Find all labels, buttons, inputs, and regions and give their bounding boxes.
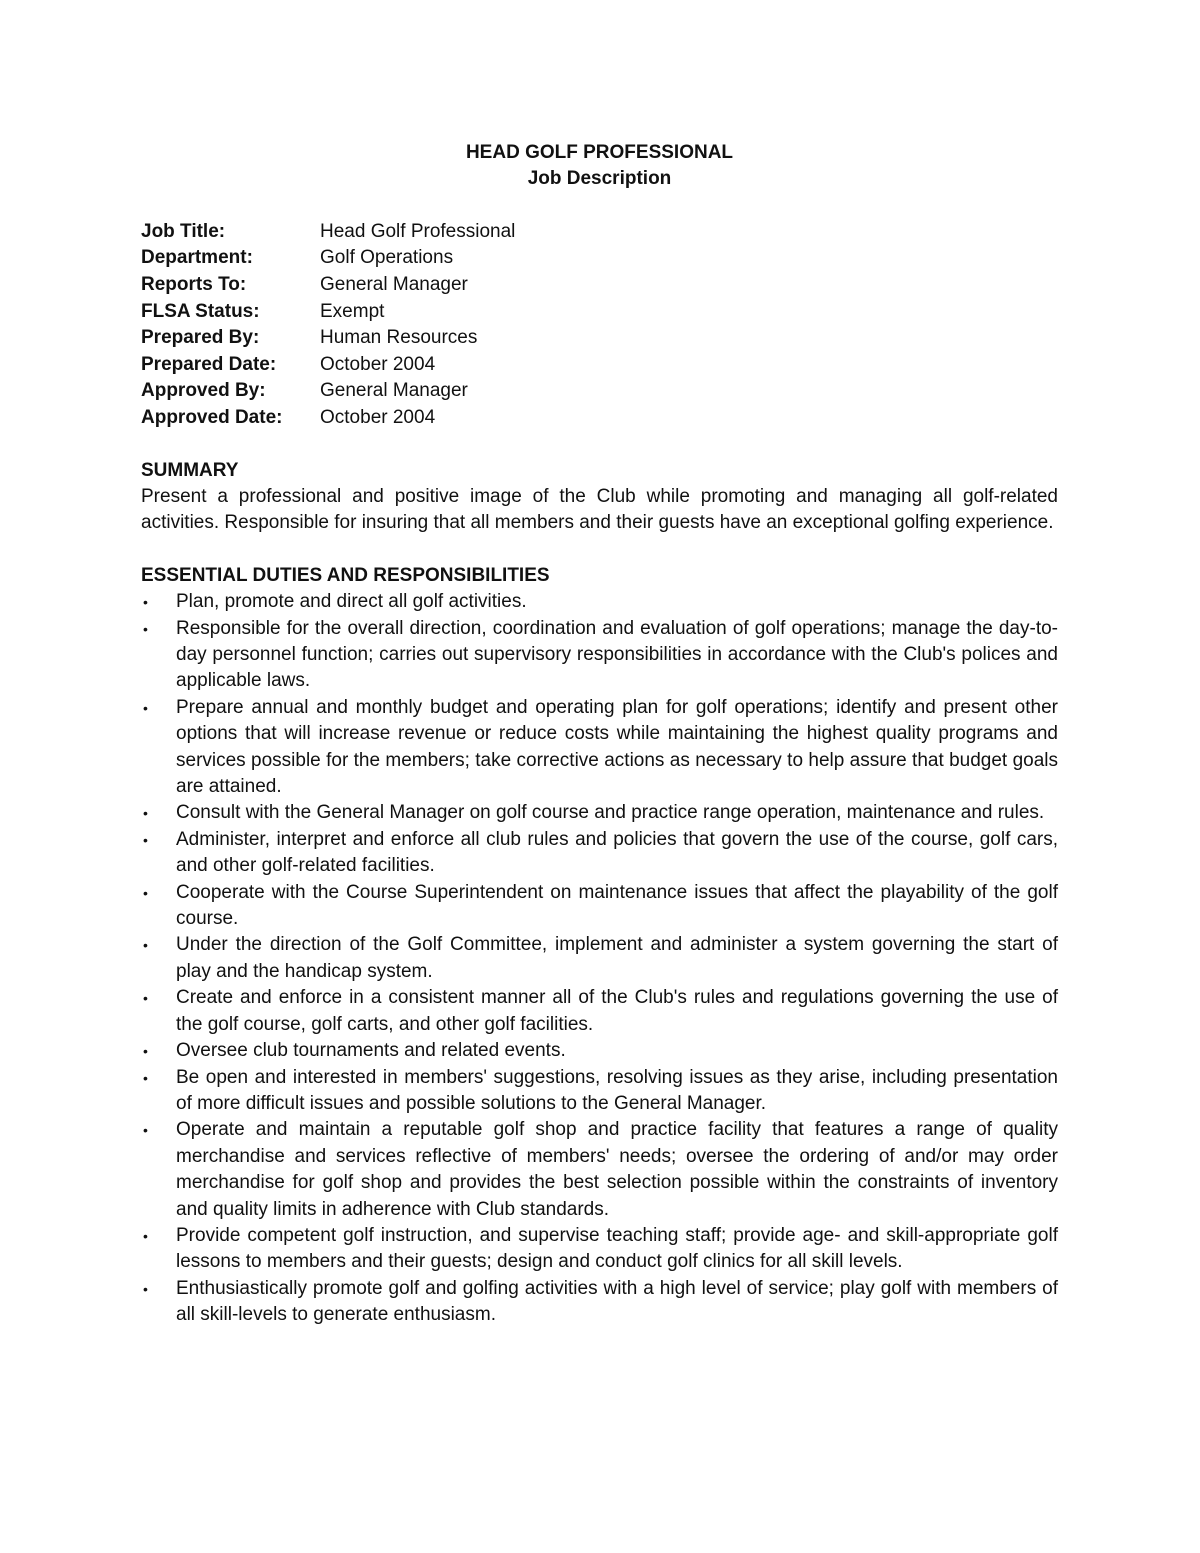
duty-text: Responsible for the overall direction, coordination and evaluation of golf operations; manage the day-to-day personnel function; carries out supervisory responsibilities in accordance with the Club's polices and applicable laws. bbox=[176, 617, 1058, 692]
list-item bbox=[141, 1065, 1058, 1118]
info-row-approved-date bbox=[141, 405, 515, 432]
job-info-table bbox=[141, 219, 515, 432]
duty-text: Administer, interpret and enforce all club rules and policies that govern the use of the course, golf cars, and other golf-related facilities. bbox=[176, 828, 1058, 877]
duty-text: Prepare annual and monthly budget and operating plan for golf operations; identify and present other options that will increase revenue or reduce costs while maintaining the highest quality programs and services possible for the members; take corrective actions as necessary to help assure that budget goals are attained. bbox=[176, 696, 1058, 798]
info-label: Prepared By: bbox=[141, 327, 260, 349]
bullet-icon: • bbox=[143, 990, 148, 1007]
list-item bbox=[141, 589, 1058, 615]
duty-text: Be open and interested in members' suggestions, resolving issues as they arise, including presentation of more difficult issues and possible solutions to the General Manager. bbox=[176, 1066, 1058, 1114]
document-page bbox=[141, 140, 1058, 1329]
info-value: Head Golf Professional bbox=[320, 220, 516, 242]
list-item bbox=[141, 985, 1058, 1038]
info-label: Approved Date: bbox=[141, 406, 283, 428]
info-value: Human Resources bbox=[320, 327, 478, 349]
info-value: Exempt bbox=[320, 300, 385, 322]
bullet-icon: • bbox=[143, 594, 148, 611]
info-row-prepared-by bbox=[141, 325, 515, 352]
info-value: Golf Operations bbox=[320, 247, 454, 269]
info-row-department bbox=[141, 245, 515, 272]
duty-text: Under the direction of the Golf Committee, implement and administer a system governing the start of play and the handicap system. bbox=[176, 934, 1058, 982]
duty-text: Plan, promote and direct all golf activities. bbox=[176, 591, 527, 613]
info-label: FLSA Status: bbox=[141, 300, 260, 322]
list-item bbox=[141, 1038, 1058, 1064]
duties-heading: ESSENTIAL DUTIES AND RESPONSIBILITIES bbox=[141, 564, 550, 586]
bullet-icon: • bbox=[143, 699, 148, 716]
info-value: General Manager bbox=[320, 274, 468, 295]
info-label: Department: bbox=[141, 247, 253, 269]
info-value: October 2004 bbox=[320, 353, 436, 375]
info-row-prepared-date bbox=[141, 352, 515, 379]
bullet-icon: • bbox=[143, 937, 148, 954]
list-item bbox=[141, 827, 1058, 880]
info-value: General Manager bbox=[320, 380, 468, 402]
info-value: October 2004 bbox=[320, 406, 436, 428]
summary-text: Present a professional and positive image of the Club while promoting and managing all golf-related activities. Responsible for insuring that all members and their guests have an exceptional golfing experience. bbox=[141, 485, 1058, 534]
duty-text: Operate and maintain a reputable golf shop and practice facility that features a range of quality merchandise and services reflective of members' needs; oversee the ordering of and/or may order merchandise for golf shop and provides the best selection possible within the constraints of inventory and quality limits in adherence with Club standards. bbox=[176, 1119, 1058, 1220]
list-item bbox=[141, 1223, 1058, 1276]
bullet-icon: • bbox=[143, 1043, 148, 1060]
document-subtitle: Job Description bbox=[527, 168, 672, 190]
bullet-icon: • bbox=[143, 805, 148, 822]
bullet-icon: • bbox=[143, 620, 148, 637]
duty-text: Oversee club tournaments and related events. bbox=[176, 1040, 566, 1062]
info-label: Job Title: bbox=[141, 220, 226, 242]
info-label: Reports To: bbox=[141, 274, 247, 295]
bullet-icon: • bbox=[143, 831, 148, 848]
document-header bbox=[141, 140, 1058, 193]
bullet-icon: • bbox=[143, 1280, 148, 1297]
document-title: HEAD GOLF PROFESSIONAL bbox=[465, 142, 734, 163]
duty-text: Provide competent golf instruction, and supervise teaching staff; provide age- and skill-appropriate golf lessons to members and their guests; design and conduct golf clinics for all skill levels. bbox=[176, 1224, 1058, 1273]
summary-heading: SUMMARY bbox=[141, 459, 239, 481]
duty-text: Create and enforce in a consistent manner all of the Club's rules and regulations governing the use of the golf course, golf carts, and other golf facilities. bbox=[176, 987, 1058, 1035]
info-row-reports-to bbox=[141, 272, 515, 299]
duty-text: Cooperate with the Course Superintendent on maintenance issues that affect the playability of the golf course. bbox=[176, 881, 1058, 930]
duties-list bbox=[141, 589, 1058, 1328]
list-item bbox=[141, 1276, 1058, 1329]
info-label: Prepared Date: bbox=[141, 353, 277, 375]
duty-text: Consult with the General Manager on golf course and practice range operation, maintenance and rules. bbox=[176, 802, 1045, 824]
summary-section bbox=[141, 458, 1058, 537]
bullet-icon: • bbox=[143, 1227, 148, 1244]
list-item bbox=[141, 616, 1058, 695]
list-item bbox=[141, 932, 1058, 985]
info-row-flsa-status bbox=[141, 299, 515, 326]
info-label: Approved By: bbox=[141, 380, 266, 402]
info-row-approved-by bbox=[141, 378, 515, 405]
duty-text: Enthusiastically promote golf and golfing activities with a high level of service; play golf with members of all skill-levels to generate enthusiasm. bbox=[176, 1277, 1058, 1326]
bullet-icon: • bbox=[143, 1122, 148, 1139]
list-item bbox=[141, 1117, 1058, 1223]
bullet-icon: • bbox=[143, 884, 148, 901]
list-item bbox=[141, 695, 1058, 801]
duties-section bbox=[141, 563, 1058, 1329]
list-item bbox=[141, 800, 1058, 826]
list-item bbox=[141, 880, 1058, 933]
info-row-job-title bbox=[141, 219, 515, 246]
bullet-icon: • bbox=[143, 1069, 148, 1086]
